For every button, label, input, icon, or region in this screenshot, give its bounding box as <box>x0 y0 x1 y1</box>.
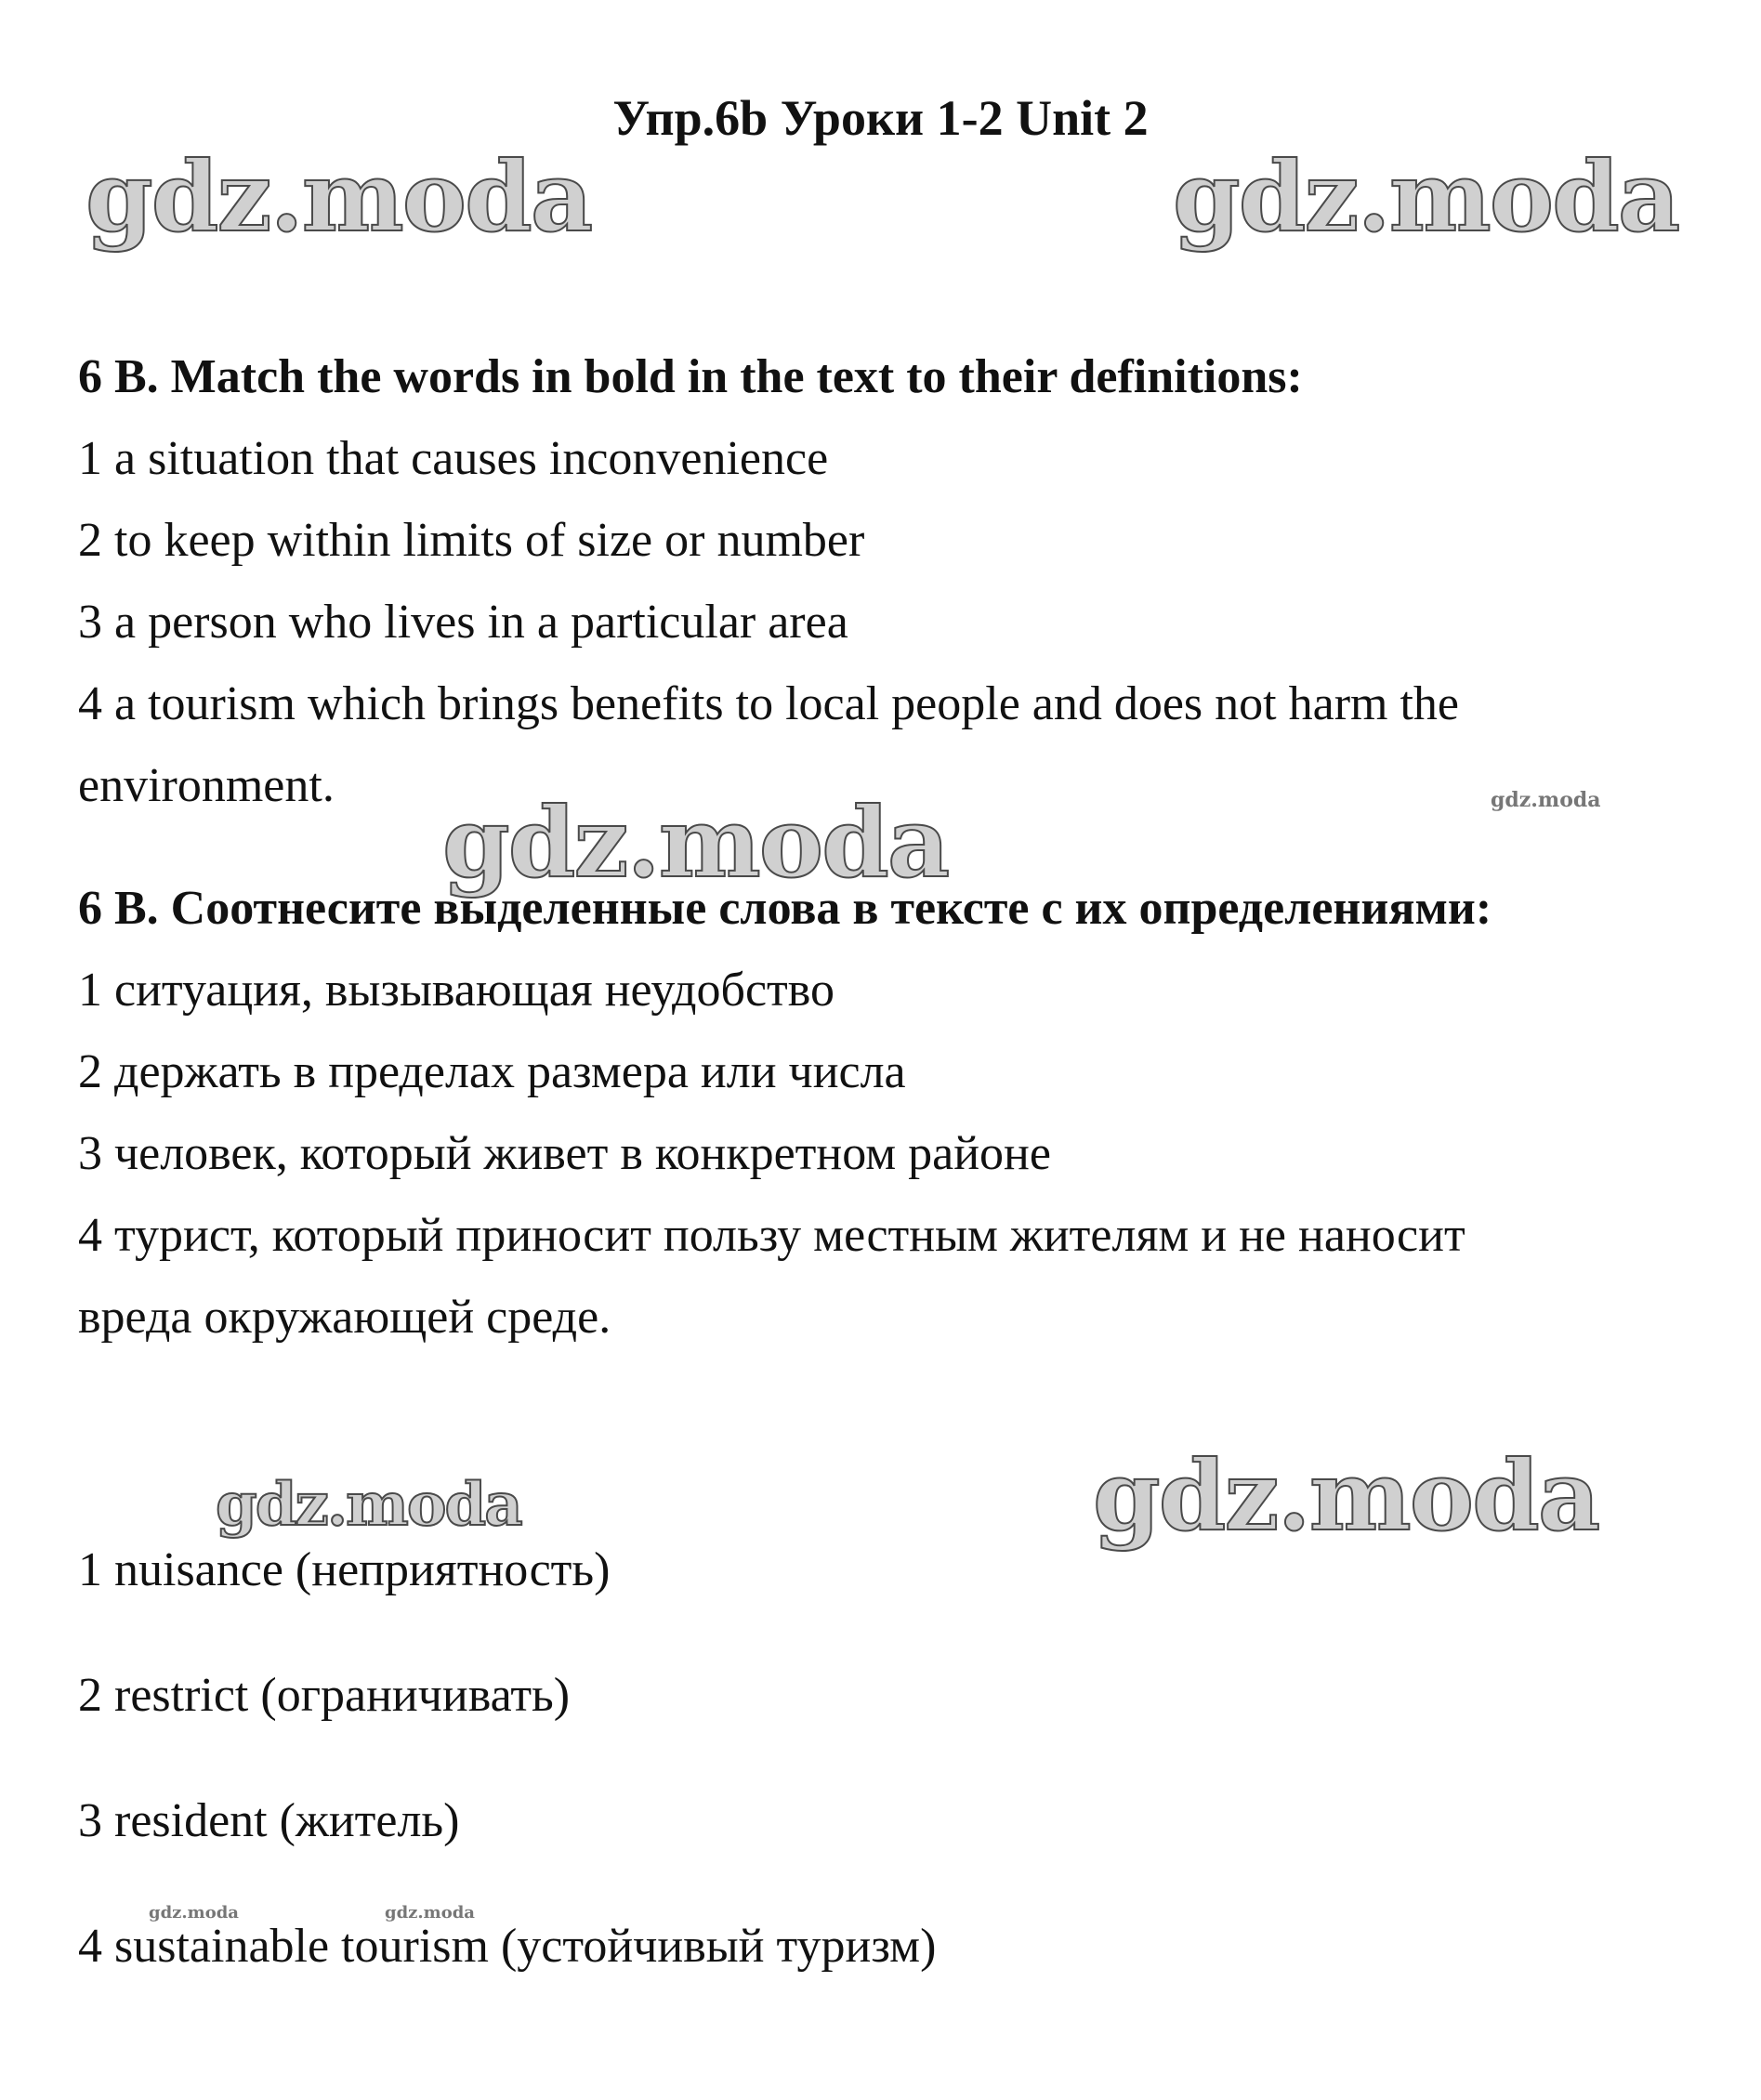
watermark-logo: gdz.moda <box>1093 1438 1599 1553</box>
watermark-logo: gdz.moda <box>216 1470 521 1540</box>
answer-item: 3 resident (житель) <box>78 1794 460 1847</box>
english-definition: 1 a situation that causes inconvenience <box>78 432 829 485</box>
watermark-logo: gdz.moda <box>1173 139 1679 254</box>
page-title: Упр.6b Уроки 1-2 Unit 2 <box>612 90 1149 146</box>
watermark-logo: gdz.moda <box>149 1903 239 1923</box>
russian-definition: 3 человек, который живет в конкретном районе <box>78 1127 1051 1180</box>
russian-definition: 2 держать в пределах размера или числа <box>78 1045 906 1098</box>
russian-heading: 6 B. Соотнесите выделенные слова в тексте с их определениями: <box>78 882 1492 935</box>
english-definition: 3 a person who lives in a particular area <box>78 596 848 649</box>
russian-definition: 4 турист, который приносит пользу местным жителям и не наносит <box>78 1209 1465 1262</box>
english-definition: 2 to keep within limits of size or number <box>78 514 865 567</box>
watermark-logo: gdz.moda <box>1491 788 1601 812</box>
watermark-logo: gdz.moda <box>442 785 949 899</box>
answer-item: 1 nuisance (неприятность) <box>78 1543 611 1596</box>
watermark-logo: gdz.moda <box>385 1903 475 1923</box>
answer-item: 2 restrict (ограничивать) <box>78 1669 571 1722</box>
english-heading: 6 B. Match the words in bold in the text to their definitions: <box>78 350 1303 403</box>
russian-definition: вреда окружающей среде. <box>78 1291 611 1344</box>
answer-item: 4 sustainable tourism (устойчивый туризм) <box>78 1920 937 1973</box>
russian-definition: 1 ситуация, вызывающая неудобство <box>78 964 835 1017</box>
english-definition: 4 a tourism which brings benefits to local people and does not harm the <box>78 677 1459 730</box>
english-definition: environment. <box>78 759 335 812</box>
watermark-logo: gdz.moda <box>85 139 592 254</box>
